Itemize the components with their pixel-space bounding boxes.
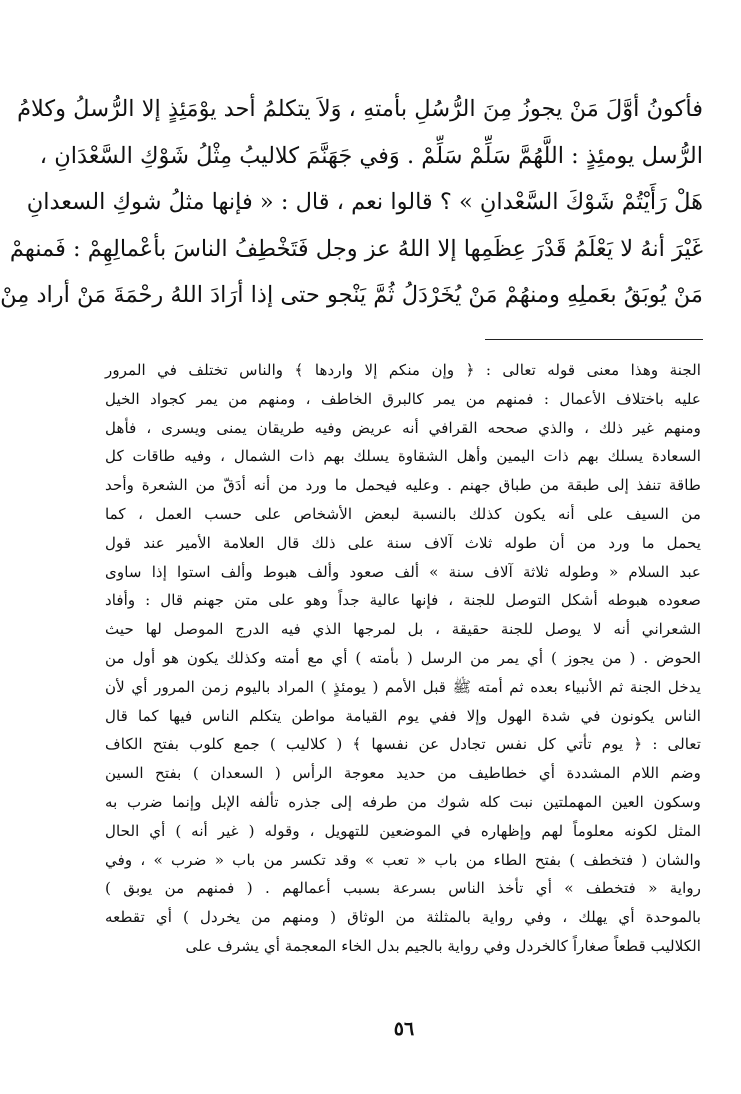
footnote-line: الحوض . ( من يجوز ) أي يمر من الرسل ( بأمته ) أي مع أمته وكذلك يكون هو أول من [105, 648, 701, 667]
footnote-line: صعوده هبوطه أشكل التوصل للجنة ، فإنها عالية جداً وهو على متن جهنم قال : وأفاد [105, 591, 701, 610]
footnote-line: عليه باختلاف الأعمال : فمنهم من يمر كالبرق الخاطف ، ومنهم من يمر كجواد الخيل [105, 389, 701, 408]
page-number: ٥٦ [393, 1018, 415, 1040]
footnote-line: الكلاليب قطعاً صغاراً كالخردل وفي رواية بالجيم بدل الخاء المعجمة أي يشرف على [185, 936, 701, 955]
main-text-line: هَلْ رَأَيْتُمْ شَوْكَ السَّعْدانِ » ؟ قالوا نعم ، قال : « فإنها مثلُ شوكِ السعدانِ [26, 189, 703, 215]
main-text-line: مَنْ يُوبَقُ بعَملِهِ ومنهُمْ مَنْ يُخَرْدَلُ ثُمَّ يَنْجو حتى إذا أرَادَ اللهُ رحْمَةَ مَنْ أراد مِنْ [0, 282, 703, 308]
footnote-line: الناس يكونون في شدة الهول وإلا ففي يوم القيامة مواطن يتكلم الناس فيها كما قال [105, 706, 701, 725]
footnote-line: والشان ( فتخطف ) بفتح الطاء من باب « تعب » وقد تكسر من باب « ضرب » ، وفي [105, 850, 701, 869]
footnote-line: ومنهم غير ذلك ، والذي صححه القرافي أنه عريض وفيه طريقان يمنى ويسرى ، فأهل [105, 418, 701, 437]
footnote-line: تعالى : ﴿ يوم تأتي كل نفس تجادل عن نفسها ﴾ ( كلاليب ) جمع كلوب بفتح الكاف [105, 735, 701, 754]
footnote-line: السعادة يسلك بهم ذات اليمين وأهل الشقاوة يسلك بهم ذات الشمال ، وفيه طاقات كل [105, 447, 701, 466]
footnote-line: رواية « فتخطف » أي تأخذ الناس بسرعة بسبب أعمالهم . ( فمنهم من يوبق ) [105, 879, 701, 898]
footnote-line: طاقة تنفذ إلى طبقة من طباق جهنم . وعليه فيحمل ما ورد من أنه أدَقّ من الشعرة وأحد [105, 476, 701, 495]
footnote-line: عبد السلام « وطوله ثلاثة آلاف سنة » ألف صعود وألف هبوط وألف استوا إذا ساوى [105, 562, 701, 581]
footnote-divider [485, 339, 703, 340]
footnote-line: يحمل ما ورد من أن طوله ثلاث آلاف سنة على ذلك قال العلامة الأمير عند قول [105, 533, 701, 552]
footnote-line: بالموحدة أي يهلك ، وفي رواية بالمثلثة من الوثاق ( ومنهم من يخردل ) أي تقطعه [105, 908, 701, 927]
footnote-line: الجنة وهذا معنى قوله تعالى : ﴿ وإن منكم إلا واردها ﴾ والناس تختلف في المرور [105, 361, 701, 379]
footnote-block [105, 356, 701, 961]
footnote-line: من السيف على أنه يكون كذلك بالنسبة لبعض الأشخاص على حسب العمل ، كما [105, 504, 701, 523]
main-text-line: غَيْرَ أنهُ لا يَعْلَمُ قَدْرَ عِظَمِها إلا اللهُ عز وجل فَتَخْطِفُ الناسَ بأعْمالِهِمْ : فَمنهمْ [9, 235, 703, 262]
footnote-line: يدخل الجنة ثم الأنبياء بعده ثم أمته ﷺ قبل الأمم ( يومئذٍ ) المراد باليوم زمن المرور أي لأن [105, 677, 701, 696]
main-text-line: فأكونُ أوَّلَ مَنْ يجوزُ مِنَ الرُّسُلِ بأمتهِ ، وَلاَ يتكلمُ أحد يوْمَئِذٍ إلا الرُّسلُ وكلامُ [17, 96, 703, 122]
footnote-line: المثل لكونه معلوماً لهم وإظهاره في الموضعين للتهويل ، وقوله ( غير أنه ) أي الحال [105, 821, 701, 840]
footnote-line: وسكون العين المهملتين نبت كله شوك من طرفه إلى جذره تألفه الإبل وإنما ضرب به [105, 792, 701, 811]
footnote-line: الشعراني أنه لا يوصل للجنة حقيقة ، بل لمرجها الذي فيه الدرج الموصل لها حيث [105, 620, 701, 639]
main-text-line: الرُّسل يومئِذٍ : اللَّهُمَّ سَلِّمْ سَلِّمْ . وَفي جَهَنَّمَ كلاليبُ مِثْلُ شَوْكِ السَّعْدَانِ ، [39, 142, 703, 169]
main-text-block [0, 86, 703, 319]
footnote-line: وضم اللام المشددة أي خطاطيف من حديد معوجة الرأس ( السعدان ) بفتح السين [105, 764, 701, 783]
